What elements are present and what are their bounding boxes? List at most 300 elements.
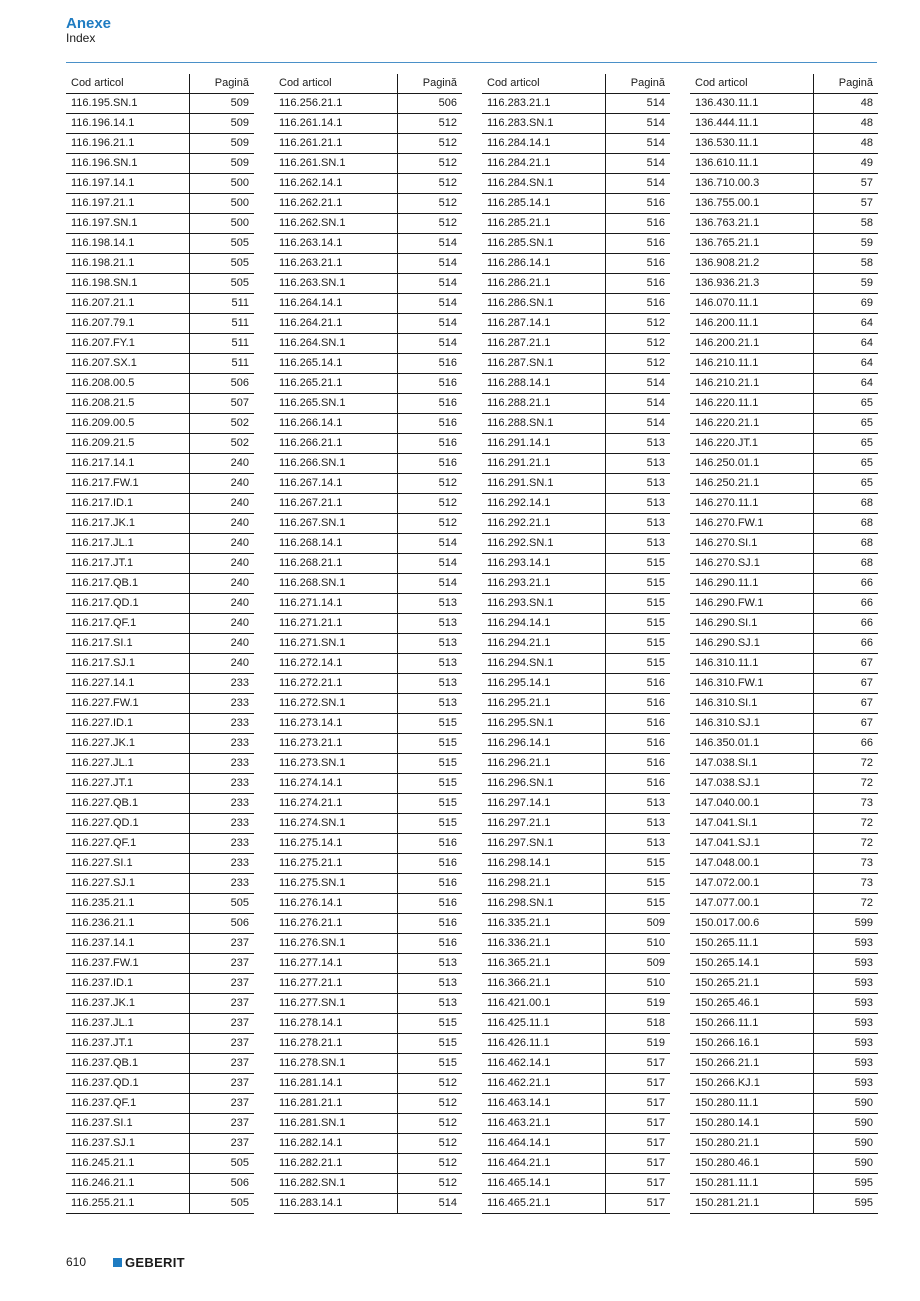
index-table-3 xyxy=(482,74,670,1214)
page-ref: 512 xyxy=(398,134,463,154)
table-row xyxy=(274,234,462,254)
page-ref: 512 xyxy=(398,1114,463,1134)
page-ref: 512 xyxy=(398,1094,463,1114)
article-code: 150.265.21.1 xyxy=(690,974,814,994)
table-row xyxy=(66,214,254,234)
page-ref: 513 xyxy=(606,534,671,554)
table-row xyxy=(690,954,878,974)
table-row xyxy=(66,914,254,934)
article-code: 116.465.21.1 xyxy=(482,1194,606,1214)
page-ref: 65 xyxy=(814,394,879,414)
page-ref: 514 xyxy=(606,134,671,154)
page-ref: 511 xyxy=(190,294,255,314)
table-row xyxy=(482,354,670,374)
page-ref: 507 xyxy=(190,394,255,414)
page-ref: 73 xyxy=(814,854,879,874)
page-ref: 237 xyxy=(190,1094,255,1114)
article-code: 150.280.11.1 xyxy=(690,1094,814,1114)
table-row xyxy=(482,654,670,674)
page-ref: 72 xyxy=(814,894,879,914)
article-code: 116.287.SN.1 xyxy=(482,354,606,374)
article-code: 146.220.11.1 xyxy=(690,394,814,414)
article-code: 136.755.00.1 xyxy=(690,194,814,214)
article-code: 116.285.14.1 xyxy=(482,194,606,214)
page-ref: 237 xyxy=(190,974,255,994)
table-row xyxy=(690,214,878,234)
article-code: 116.217.JL.1 xyxy=(66,534,190,554)
page-ref: 48 xyxy=(814,114,879,134)
page-ref: 516 xyxy=(398,454,463,474)
article-code: 116.294.SN.1 xyxy=(482,654,606,674)
page-ref: 514 xyxy=(606,94,671,114)
article-code: 116.255.21.1 xyxy=(66,1194,190,1214)
page-ref: 511 xyxy=(190,314,255,334)
article-code: 136.908.21.2 xyxy=(690,254,814,274)
page-ref: 515 xyxy=(398,754,463,774)
column-header-code: Cod articol xyxy=(690,74,814,94)
table-row xyxy=(274,494,462,514)
page-ref: 512 xyxy=(398,114,463,134)
table-row xyxy=(690,634,878,654)
table-row xyxy=(690,914,878,934)
article-code: 116.217.FW.1 xyxy=(66,474,190,494)
page-ref: 233 xyxy=(190,674,255,694)
page-ref: 49 xyxy=(814,154,879,174)
article-code: 150.280.46.1 xyxy=(690,1154,814,1174)
table-row xyxy=(690,754,878,774)
article-code: 116.276.21.1 xyxy=(274,914,398,934)
table-row xyxy=(66,114,254,134)
article-code: 116.217.14.1 xyxy=(66,454,190,474)
table-row xyxy=(66,954,254,974)
article-code: 116.256.21.1 xyxy=(274,94,398,114)
page-ref: 502 xyxy=(190,434,255,454)
article-code: 116.298.14.1 xyxy=(482,854,606,874)
article-code: 116.262.14.1 xyxy=(274,174,398,194)
article-code: 150.266.21.1 xyxy=(690,1054,814,1074)
page-ref: 509 xyxy=(190,114,255,134)
article-code: 116.297.21.1 xyxy=(482,814,606,834)
page-ref: 514 xyxy=(398,314,463,334)
article-code: 116.272.14.1 xyxy=(274,654,398,674)
page-ref: 68 xyxy=(814,514,879,534)
article-code: 116.264.21.1 xyxy=(274,314,398,334)
page-ref: 515 xyxy=(606,554,671,574)
table-row xyxy=(66,134,254,154)
table-row xyxy=(690,354,878,374)
table-row xyxy=(66,534,254,554)
table-row xyxy=(66,334,254,354)
article-code: 116.292.21.1 xyxy=(482,514,606,534)
article-code: 116.275.14.1 xyxy=(274,834,398,854)
page-ref: 519 xyxy=(606,994,671,1014)
table-row xyxy=(274,334,462,354)
article-code: 116.284.14.1 xyxy=(482,134,606,154)
column-header-code: Cod articol xyxy=(66,74,190,94)
article-code: 116.198.21.1 xyxy=(66,254,190,274)
table-row xyxy=(66,1054,254,1074)
page-ref: 240 xyxy=(190,594,255,614)
article-code: 146.310.11.1 xyxy=(690,654,814,674)
article-code: 116.217.QF.1 xyxy=(66,614,190,634)
table-row xyxy=(66,1154,254,1174)
article-code: 150.266.11.1 xyxy=(690,1014,814,1034)
page-ref: 515 xyxy=(398,1054,463,1074)
page-ref: 595 xyxy=(814,1174,879,1194)
table-row xyxy=(482,854,670,874)
page-ref: 57 xyxy=(814,174,879,194)
page-ref: 519 xyxy=(606,1034,671,1054)
page-ref: 511 xyxy=(190,334,255,354)
page-ref: 513 xyxy=(398,654,463,674)
table-row xyxy=(274,394,462,414)
table-row xyxy=(274,894,462,914)
table-row xyxy=(274,434,462,454)
table-row xyxy=(482,474,670,494)
article-code: 116.297.SN.1 xyxy=(482,834,606,854)
page-ref: 514 xyxy=(606,374,671,394)
table-row xyxy=(66,294,254,314)
table-row xyxy=(482,714,670,734)
page-ref: 513 xyxy=(398,634,463,654)
table-row xyxy=(274,1034,462,1054)
page-ref: 515 xyxy=(606,894,671,914)
table-row xyxy=(690,674,878,694)
page-ref: 509 xyxy=(190,154,255,174)
table-row xyxy=(690,814,878,834)
table-row xyxy=(482,574,670,594)
page-ref: 65 xyxy=(814,414,879,434)
table-row xyxy=(274,594,462,614)
page-ref: 506 xyxy=(190,1174,255,1194)
page-ref: 505 xyxy=(190,234,255,254)
article-code: 116.237.JK.1 xyxy=(66,994,190,1014)
article-code: 147.038.SI.1 xyxy=(690,754,814,774)
page-ref: 510 xyxy=(606,974,671,994)
page-ref: 237 xyxy=(190,954,255,974)
article-code: 146.270.11.1 xyxy=(690,494,814,514)
table-row xyxy=(66,194,254,214)
table-row xyxy=(690,494,878,514)
page-ref: 505 xyxy=(190,894,255,914)
page-ref: 500 xyxy=(190,214,255,234)
article-code: 116.197.14.1 xyxy=(66,174,190,194)
article-code: 116.274.SN.1 xyxy=(274,814,398,834)
article-code: 116.286.14.1 xyxy=(482,254,606,274)
page-ref: 72 xyxy=(814,814,879,834)
page-ref: 67 xyxy=(814,674,879,694)
column-header-page: Pagină xyxy=(190,74,255,94)
table-row xyxy=(274,214,462,234)
table-row xyxy=(690,1134,878,1154)
page-ref: 233 xyxy=(190,794,255,814)
article-code: 116.272.21.1 xyxy=(274,674,398,694)
page-ref: 514 xyxy=(606,394,671,414)
article-code: 116.227.FW.1 xyxy=(66,694,190,714)
page-ref: 68 xyxy=(814,554,879,574)
article-code: 116.271.21.1 xyxy=(274,614,398,634)
table-row xyxy=(274,814,462,834)
article-code: 116.198.SN.1 xyxy=(66,274,190,294)
table-row xyxy=(66,594,254,614)
article-code: 116.365.21.1 xyxy=(482,954,606,974)
article-code: 116.263.21.1 xyxy=(274,254,398,274)
page-ref: 590 xyxy=(814,1094,879,1114)
table-row xyxy=(66,514,254,534)
article-code: 116.284.SN.1 xyxy=(482,174,606,194)
page-ref: 514 xyxy=(398,294,463,314)
page-ref: 515 xyxy=(398,814,463,834)
page-ref: 513 xyxy=(606,474,671,494)
section-title: Anexe xyxy=(66,15,112,32)
article-code: 147.041.SI.1 xyxy=(690,814,814,834)
article-code: 116.227.14.1 xyxy=(66,674,190,694)
page-ref: 237 xyxy=(190,1054,255,1074)
article-code: 116.272.SN.1 xyxy=(274,694,398,714)
table-row xyxy=(690,654,878,674)
article-code: 116.421.00.1 xyxy=(482,994,606,1014)
page-ref: 516 xyxy=(606,214,671,234)
page-ref: 593 xyxy=(814,1034,879,1054)
article-code: 116.237.JT.1 xyxy=(66,1034,190,1054)
page-ref: 593 xyxy=(814,974,879,994)
page-ref: 514 xyxy=(398,534,463,554)
article-code: 146.210.11.1 xyxy=(690,354,814,374)
page-ref: 72 xyxy=(814,754,879,774)
table-row xyxy=(482,1154,670,1174)
article-code: 136.444.11.1 xyxy=(690,114,814,134)
table-row xyxy=(482,634,670,654)
table-row xyxy=(482,314,670,334)
page-ref: 237 xyxy=(190,1114,255,1134)
page-ref: 73 xyxy=(814,794,879,814)
article-code: 116.425.11.1 xyxy=(482,1014,606,1034)
table-row xyxy=(274,934,462,954)
page-ref: 513 xyxy=(398,614,463,634)
table-row xyxy=(274,854,462,874)
article-code: 116.464.21.1 xyxy=(482,1154,606,1174)
table-row xyxy=(482,114,670,134)
article-code: 116.268.21.1 xyxy=(274,554,398,574)
table-row xyxy=(482,1074,670,1094)
page-ref: 65 xyxy=(814,454,879,474)
page-ref: 516 xyxy=(398,394,463,414)
column-header-page: Pagină xyxy=(814,74,879,94)
article-code: 116.286.21.1 xyxy=(482,274,606,294)
article-code: 150.280.14.1 xyxy=(690,1114,814,1134)
page-ref: 505 xyxy=(190,254,255,274)
article-code: 116.268.14.1 xyxy=(274,534,398,554)
table-row xyxy=(66,454,254,474)
table-row xyxy=(482,514,670,534)
article-code: 146.310.FW.1 xyxy=(690,674,814,694)
column-header-page: Pagină xyxy=(606,74,671,94)
table-row xyxy=(66,574,254,594)
table-row xyxy=(482,274,670,294)
table-row xyxy=(66,274,254,294)
page-ref: 516 xyxy=(606,194,671,214)
page-ref: 514 xyxy=(606,414,671,434)
table-row xyxy=(274,274,462,294)
article-code: 116.237.ID.1 xyxy=(66,974,190,994)
article-code: 116.217.JK.1 xyxy=(66,514,190,534)
article-code: 136.530.11.1 xyxy=(690,134,814,154)
article-code: 116.237.JL.1 xyxy=(66,1014,190,1034)
article-code: 116.208.00.5 xyxy=(66,374,190,394)
article-code: 116.275.21.1 xyxy=(274,854,398,874)
page-ref: 233 xyxy=(190,834,255,854)
table-row xyxy=(274,114,462,134)
table-row xyxy=(482,914,670,934)
article-code: 116.217.JT.1 xyxy=(66,554,190,574)
page-ref: 513 xyxy=(606,834,671,854)
page-ref: 59 xyxy=(814,234,879,254)
table-row xyxy=(274,954,462,974)
table-row xyxy=(690,554,878,574)
article-code: 116.278.14.1 xyxy=(274,1014,398,1034)
page-ref: 502 xyxy=(190,414,255,434)
page-ref: 515 xyxy=(606,634,671,654)
article-code: 116.277.14.1 xyxy=(274,954,398,974)
table-row xyxy=(66,254,254,274)
article-code: 136.765.21.1 xyxy=(690,234,814,254)
table-row xyxy=(690,394,878,414)
article-code: 116.268.SN.1 xyxy=(274,574,398,594)
article-code: 116.237.QB.1 xyxy=(66,1054,190,1074)
page-ref: 233 xyxy=(190,854,255,874)
table-row xyxy=(274,474,462,494)
table-row xyxy=(66,1114,254,1134)
logo-square-icon xyxy=(113,1258,122,1267)
page-ref: 516 xyxy=(606,254,671,274)
table-row xyxy=(690,874,878,894)
table-row xyxy=(274,994,462,1014)
article-code: 116.282.SN.1 xyxy=(274,1174,398,1194)
table-row xyxy=(482,934,670,954)
page-ref: 513 xyxy=(398,954,463,974)
table-row xyxy=(690,1114,878,1134)
table-row xyxy=(66,714,254,734)
table-row xyxy=(690,274,878,294)
table-row xyxy=(274,554,462,574)
article-code: 116.462.21.1 xyxy=(482,1074,606,1094)
page-ref: 240 xyxy=(190,454,255,474)
article-code: 116.237.QD.1 xyxy=(66,1074,190,1094)
table-row xyxy=(274,694,462,714)
table-row xyxy=(690,1054,878,1074)
page-ref: 512 xyxy=(398,1074,463,1094)
page-ref: 233 xyxy=(190,774,255,794)
table-row xyxy=(690,234,878,254)
article-code: 116.217.SJ.1 xyxy=(66,654,190,674)
header-divider xyxy=(66,62,877,63)
article-code: 146.310.SJ.1 xyxy=(690,714,814,734)
page-ref: 64 xyxy=(814,354,879,374)
page-ref: 590 xyxy=(814,1134,879,1154)
table-row xyxy=(690,1094,878,1114)
article-code: 116.266.14.1 xyxy=(274,414,398,434)
page-ref: 512 xyxy=(398,474,463,494)
article-code: 116.227.SI.1 xyxy=(66,854,190,874)
table-row xyxy=(482,394,670,414)
article-code: 146.070.11.1 xyxy=(690,294,814,314)
page-ref: 511 xyxy=(190,354,255,374)
table-row xyxy=(482,834,670,854)
page-ref: 514 xyxy=(606,174,671,194)
table-row xyxy=(482,374,670,394)
article-code: 147.072.00.1 xyxy=(690,874,814,894)
page-ref: 516 xyxy=(606,274,671,294)
table-row xyxy=(274,794,462,814)
page-ref: 515 xyxy=(606,614,671,634)
table-row xyxy=(482,334,670,354)
table-row xyxy=(66,634,254,654)
article-code: 116.296.21.1 xyxy=(482,754,606,774)
page-ref: 517 xyxy=(606,1154,671,1174)
article-code: 146.220.21.1 xyxy=(690,414,814,434)
page-ref: 599 xyxy=(814,914,879,934)
table-row xyxy=(274,174,462,194)
page-ref: 509 xyxy=(190,134,255,154)
column-header-code: Cod articol xyxy=(274,74,398,94)
article-code: 146.270.SJ.1 xyxy=(690,554,814,574)
page-ref: 237 xyxy=(190,934,255,954)
brand-name: GEBERIT xyxy=(125,1254,185,1270)
article-code: 116.276.14.1 xyxy=(274,894,398,914)
table-row xyxy=(66,934,254,954)
article-code: 146.200.21.1 xyxy=(690,334,814,354)
table-row xyxy=(690,114,878,134)
table-row xyxy=(66,174,254,194)
table-row xyxy=(66,1134,254,1154)
table-row xyxy=(482,434,670,454)
table-row xyxy=(66,94,254,114)
article-code: 116.217.SI.1 xyxy=(66,634,190,654)
article-code: 147.041.SJ.1 xyxy=(690,834,814,854)
table-row xyxy=(690,734,878,754)
table-row xyxy=(66,414,254,434)
table-row xyxy=(690,414,878,434)
article-code: 116.261.21.1 xyxy=(274,134,398,154)
page-ref: 593 xyxy=(814,934,879,954)
article-code: 116.235.21.1 xyxy=(66,894,190,914)
page-ref: 515 xyxy=(398,714,463,734)
table-row xyxy=(66,1094,254,1114)
page-ref: 514 xyxy=(398,574,463,594)
article-code: 116.298.21.1 xyxy=(482,874,606,894)
table-row xyxy=(482,1034,670,1054)
article-code: 150.280.21.1 xyxy=(690,1134,814,1154)
table-row xyxy=(482,1014,670,1034)
article-code: 146.350.01.1 xyxy=(690,734,814,754)
page-ref: 515 xyxy=(606,654,671,674)
table-row xyxy=(690,594,878,614)
table-row xyxy=(274,1114,462,1134)
page-ref: 57 xyxy=(814,194,879,214)
table-row xyxy=(274,874,462,894)
page-ref: 233 xyxy=(190,714,255,734)
article-code: 116.266.21.1 xyxy=(274,434,398,454)
page-ref: 237 xyxy=(190,1034,255,1054)
table-row xyxy=(690,174,878,194)
page-ref: 240 xyxy=(190,554,255,574)
table-row xyxy=(690,1174,878,1194)
table-row xyxy=(690,334,878,354)
table-row xyxy=(482,814,670,834)
article-code: 146.270.SI.1 xyxy=(690,534,814,554)
article-code: 116.281.21.1 xyxy=(274,1094,398,1114)
page-ref: 67 xyxy=(814,654,879,674)
